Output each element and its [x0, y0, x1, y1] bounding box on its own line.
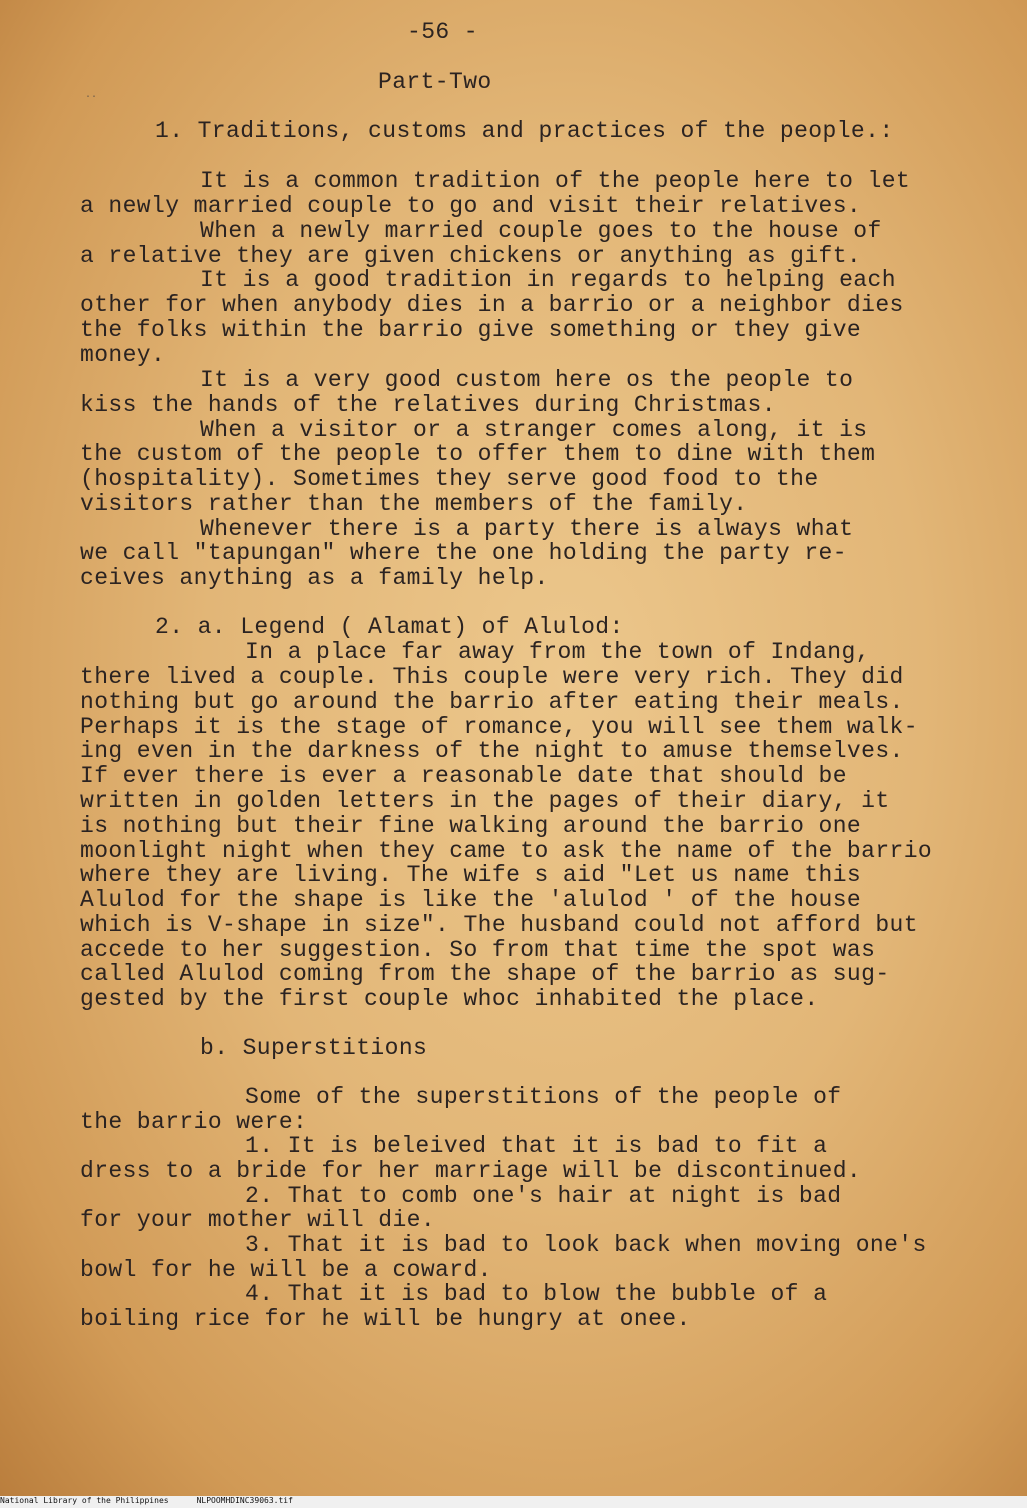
- text-line: moonlight night when they came to ask the name of the barrio: [80, 838, 933, 864]
- text-line: When a newly married couple goes to the house of: [200, 218, 882, 244]
- page-number: -56 -: [407, 19, 479, 45]
- text-line: kiss the hands of the relatives during Christmas.: [80, 392, 776, 418]
- footer-filename: NLPOOMHDINC39063.tif: [196, 1496, 293, 1505]
- text-line: ceives anything as a family help.: [80, 565, 549, 591]
- text-line: which is V-shape in size". The husband could not afford but: [80, 912, 918, 938]
- text-line: money.: [80, 342, 166, 368]
- text-line: 1. It is beleived that it is bad to fit a: [245, 1133, 828, 1159]
- text-line: visitors rather than the members of the family.: [80, 491, 748, 517]
- text-line: dress to a bride for her marriage will be discontinued.: [80, 1158, 862, 1184]
- text-line: the custom of the people to offer them to dine with them: [80, 441, 876, 467]
- text-line: It is a good tradition in regards to helping each: [200, 267, 896, 293]
- section-heading: 2. a. Legend ( Alamat) of Alulod:: [155, 614, 624, 640]
- paper-speck: ··: [85, 92, 98, 103]
- text-line: In a place far away from the town of Indang,: [245, 639, 870, 665]
- text-line: Perhaps it is the stage of romance, you will see them walk-: [80, 714, 918, 740]
- text-line: called Alulod coming from the shape of the barrio as sug-: [80, 961, 890, 987]
- text-line: Some of the superstitions of the people of: [245, 1084, 842, 1110]
- text-line: 2. That to comb one's hair at night is bad: [245, 1183, 842, 1209]
- text-line: gested by the first couple whoc inhabited the place.: [80, 986, 819, 1012]
- section-heading: b. Superstitions: [200, 1035, 428, 1061]
- text-line: 3. That it is bad to look back when moving one's: [245, 1232, 927, 1258]
- text-line: nothing but go around the barrio after eating their meals.: [80, 689, 904, 715]
- scan-footer: [0, 1496, 1027, 1508]
- text-line: accede to her suggestion. So from that time the spot was: [80, 937, 876, 963]
- section-heading: 1. Traditions, customs and practices of the people.:: [155, 118, 894, 144]
- text-line: If ever there is ever a reasonable date that should be: [80, 763, 847, 789]
- text-line: ing even in the darkness of the night to amuse themselves.: [80, 738, 904, 764]
- text-line: the folks within the barrio give something or they give: [80, 317, 862, 343]
- text-line: we call "tapungan" where the one holding the party re-: [80, 540, 847, 566]
- text-line: Whenever there is a party there is always what: [200, 516, 854, 542]
- text-line: for your mother will die.: [80, 1207, 436, 1233]
- text-line: bowl for he will be a coward.: [80, 1257, 492, 1283]
- text-line: is nothing but their fine walking around the barrio one: [80, 813, 862, 839]
- text-line: It is a very good custom here os the people to: [200, 367, 854, 393]
- text-line: a newly married couple to go and visit their relatives.: [80, 193, 862, 219]
- text-line: a relative they are given chickens or anything as gift.: [80, 243, 862, 269]
- text-line: written in golden letters in the pages of their diary, it: [80, 788, 890, 814]
- text-line: (hospitality). Sometimes they serve good food to the: [80, 466, 819, 492]
- footer-library: National Library of the Philippines: [0, 1496, 169, 1505]
- text-line: When a visitor or a stranger comes along, it is: [200, 417, 868, 443]
- text-line: Alulod for the shape is like the 'alulod ' of the house: [80, 887, 862, 913]
- text-line: other for when anybody dies in a barrio or a neighbor dies: [80, 292, 904, 318]
- text-line: boiling rice for he will be hungry at onee.: [80, 1306, 691, 1332]
- text-line: where they are living. The wife s aid "Let us name this: [80, 862, 862, 888]
- text-line: the barrio were:: [80, 1109, 308, 1135]
- text-line: there lived a couple. This couple were very rich. They did: [80, 664, 904, 690]
- text-line: 4. That it is bad to blow the bubble of a: [245, 1281, 828, 1307]
- part-title: Part-Two: [378, 69, 492, 95]
- text-line: It is a common tradition of the people here to let: [200, 168, 911, 194]
